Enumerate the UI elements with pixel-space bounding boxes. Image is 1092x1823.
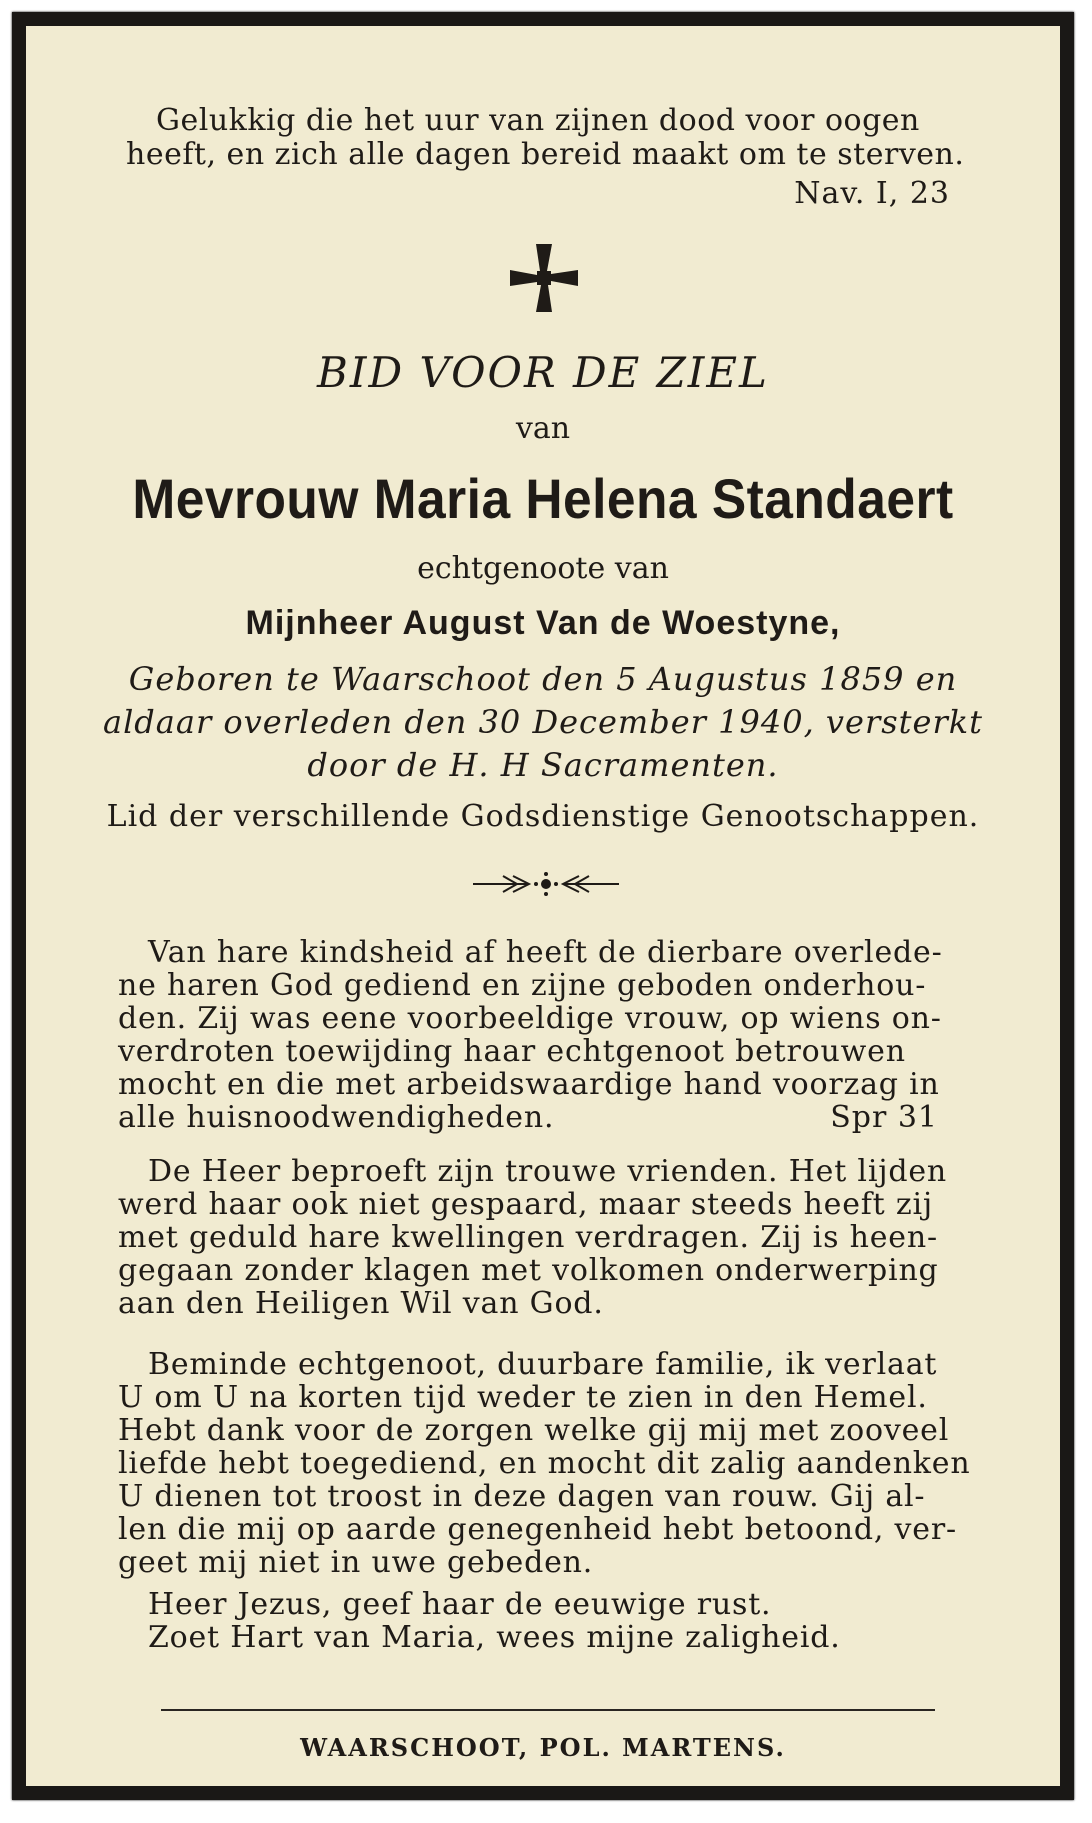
p1-line-4: verdroten toewijding haar echtgenoot betrouwen	[118, 1034, 906, 1069]
spouse-name: Mijnheer August Van de Woestyne,	[245, 604, 841, 642]
p3-line-7: geet mij niet in uwe gebeden.	[118, 1545, 594, 1580]
p1-line-6-text: alle huisnoodwendigheden.	[118, 1100, 555, 1135]
printer-credit: WAARSCHOOT, POL. MARTENS.	[300, 1733, 786, 1762]
motto-line-1: Gelukkig die het uur van zijnen dood voor oogen	[156, 103, 920, 138]
p3-line-6: len die mij op aarde genegenheid hebt betoond, ver-	[118, 1512, 957, 1547]
closing-prayer	[118, 1588, 988, 1654]
born-line-2: aldaar overleden den 30 December 1940, versterkt	[102, 703, 983, 741]
born-line-3: door de H. H Sacramenten.	[307, 746, 779, 784]
paragraph-2	[118, 1155, 988, 1320]
scripture-reference: Spr 31	[830, 1100, 938, 1135]
p1-line-3: den. Zij was eene voorbeeldige vrouw, op wiens on-	[118, 1001, 942, 1036]
ornament-divider-icon	[471, 871, 621, 897]
p4-line-2: Zoet Hart van Maria, wees mijne zaligheid.	[148, 1620, 841, 1655]
motto-reference: Nav. I, 23	[794, 176, 950, 211]
p1-line-5: mocht en die met arbeidswaardige hand voorzag in	[118, 1067, 940, 1102]
membership-text: Lid der verschillende Godsdienstige Genootschappen.	[106, 799, 980, 834]
p1-line-2: ne haren God gediend en zijne geboden onderhou-	[118, 968, 927, 1003]
motto	[126, 104, 996, 172]
birth-death-info	[26, 658, 1060, 787]
p1-line-6	[118, 1101, 988, 1134]
p3-line-4: liefde hebt toegediend, en mocht dit zalig aandenken	[118, 1446, 971, 1481]
footer-divider	[161, 1709, 935, 1711]
van-text: van	[515, 411, 571, 446]
p3-line-5: U dienen tot troost in deze dagen van rouw. Gij al-	[118, 1479, 926, 1514]
paragraph-1	[118, 936, 988, 1134]
spouse-intro: echtgenoote van	[417, 551, 669, 586]
paragraph-3	[118, 1348, 988, 1579]
motto-line-2: heeft, en zich alle dagen bereid maakt om te sterven.	[126, 137, 965, 172]
p2-line-5: aan den Heiligen Wil van God.	[118, 1286, 604, 1321]
p2-line-2: werd haar ook niet gespaard, maar steeds heeft zij	[118, 1187, 933, 1222]
p3-line-1: Beminde echtgenoot, duurbare familie, ik verlaat	[148, 1347, 938, 1382]
p3-line-2: U om U na korten tijd weder te zien in den Hemel.	[118, 1380, 928, 1415]
p1-line-1: Van hare kindsheid af heeft de dierbare overlede-	[148, 935, 943, 970]
cross-pattee-icon	[510, 244, 578, 312]
p4-line-1: Heer Jezus, geef haar de eeuwige rust.	[148, 1587, 772, 1622]
p3-line-3: Hebt dank voor de zorgen welke gij mij met zooveel	[118, 1413, 950, 1448]
deceased-name: Mevrouw Maria Helena Standaert	[132, 467, 954, 530]
p2-line-3: met geduld hare kwellingen verdragen. Zij is heen-	[118, 1220, 938, 1255]
prayer-heading: BID VOOR DE ZIEL	[317, 348, 769, 397]
p2-line-1: De Heer beproeft zijn trouwe vrienden. Het lijden	[148, 1154, 947, 1189]
memorial-card	[12, 12, 1074, 1800]
p2-line-4: gegaan zonder klagen met volkomen onderwerping	[118, 1253, 939, 1288]
born-line-1: Geboren te Waarschoot den 5 Augustus 1859 en	[128, 660, 958, 698]
